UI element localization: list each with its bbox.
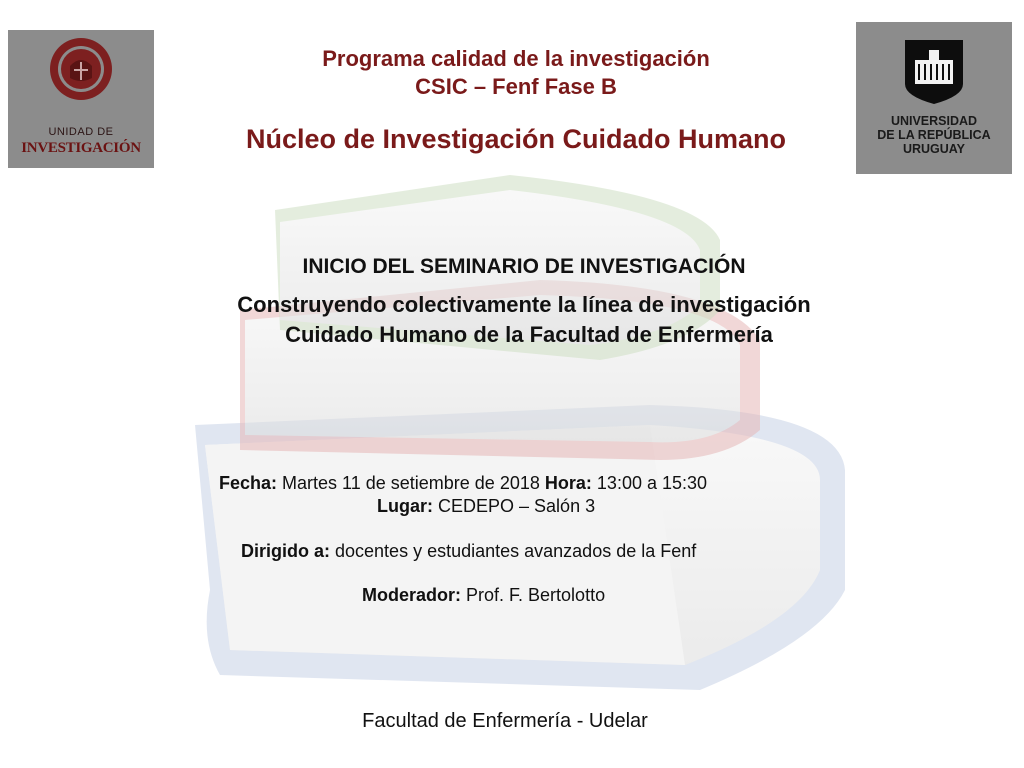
- moderador-label: Moderador:: [362, 585, 461, 605]
- program-phase: CSIC – Fenf Fase B: [415, 74, 617, 99]
- nucleus-title: Núcleo de Investigación Cuidado Humano: [245, 124, 787, 154]
- seminar-subtitle-line2: Cuidado Humano de la Facultad de Enfermería: [285, 322, 773, 347]
- logo-investigacion-text: INVESTIGACIÓN: [21, 140, 141, 156]
- lugar-label: Lugar:: [377, 496, 433, 516]
- footer-institution: Facultad de Enfermería - Udelar: [362, 710, 648, 732]
- moderator-line: [362, 585, 605, 606]
- moderador-value: Prof. F. Bertolotto: [466, 585, 606, 605]
- udelar-line1: UNIVERSIDAD: [890, 114, 978, 128]
- seminar-title: INICIO DEL SEMINARIO DE INVESTIGACIÓN: [302, 255, 746, 278]
- udelar-line2: DE LA REPÚBLICA: [877, 128, 991, 142]
- hora-value: 13:00 a 15:30: [596, 473, 708, 493]
- audience-line: [241, 541, 696, 562]
- dirigido-label: Dirigido a:: [241, 541, 330, 561]
- dirigido-value: docentes y estudiantes avanzados de la Fenf: [335, 541, 697, 561]
- udelar-line3: URUGUAY: [902, 142, 966, 156]
- date-time-line: [219, 473, 707, 494]
- program-title: Programa calidad de la investigación: [322, 46, 710, 71]
- fecha-value: Martes 11 de setiembre de 2018: [282, 473, 540, 493]
- lugar-value: CEDEPO – Salón 3: [438, 496, 596, 516]
- seminar-subtitle-line1: Construyendo colectivamente la línea de investigación: [237, 292, 811, 317]
- logo-unidad-de-text: UNIDAD DE: [48, 126, 114, 138]
- hora-label: Hora:: [544, 473, 592, 493]
- location-line: [377, 496, 595, 517]
- fecha-label: Fecha:: [219, 473, 278, 493]
- books-stack-illustration: [180, 170, 860, 710]
